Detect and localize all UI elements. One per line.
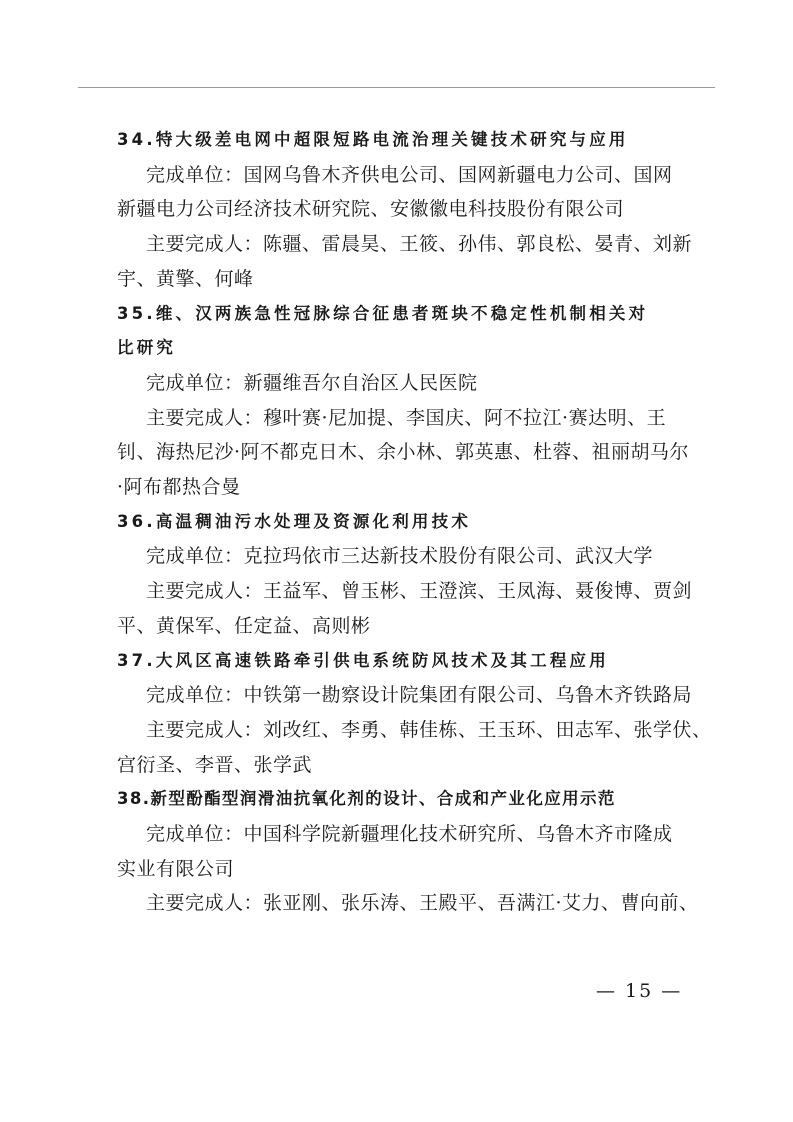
completion-unit-cont: 实业有限公司 — [117, 857, 235, 880]
award-title: 37.大风区高速铁路牵引供电系统防风技术及其工程应用 — [117, 650, 609, 670]
main-contributors: 主要完成人：陈疆、雷晨昊、王筱、孙伟、郭良松、晏青、刘新 — [146, 233, 693, 256]
award-item-34 — [117, 123, 699, 297]
award-title-cont: 比研究 — [117, 338, 177, 358]
completion-unit: 完成单位：中国科学院新疆理化技术研究所、乌鲁木齐市隆成 — [146, 823, 673, 846]
main-contributors: 主要完成人：穆叶赛·尼加提、李国庆、阿不拉江·赛达明、王 — [146, 406, 667, 429]
award-item-35 — [117, 297, 699, 505]
header-rule — [78, 87, 715, 88]
page-number: — 15 — — [596, 980, 683, 1002]
award-title: 38.新型酚酯型润滑油抗氧化剂的设计、合成和产业化应用示范 — [117, 789, 616, 809]
completion-unit-cont: 新疆电力公司经济技术研究院、安徽徽电科技股份有限公司 — [117, 198, 625, 221]
award-item-38 — [117, 782, 699, 921]
completion-unit: 完成单位：中铁第一勘察设计院集团有限公司、乌鲁木齐铁路局 — [146, 684, 693, 707]
main-contributors-cont: 平、黄保军、任定益、高则彬 — [117, 614, 371, 637]
main-contributors-cont: 宇、黄擎、何峰 — [117, 267, 254, 290]
main-contributors-cont: 宫衍圣、李晋、张学武 — [117, 753, 313, 776]
completion-unit: 完成单位：新疆维吾尔自治区人民医院 — [146, 371, 478, 394]
main-contributors: 主要完成人：刘改红、李勇、韩佳栋、王玉环、田志军、张学伏、 — [146, 718, 712, 741]
completion-unit: 完成单位：国网乌鲁木齐供电公司、国网新疆电力公司、国网 — [146, 163, 673, 186]
award-item-37 — [117, 644, 712, 783]
main-contributors: 主要完成人：王益军、曾玉彬、王澄滨、王凤海、聂俊博、贾剑 — [146, 580, 693, 603]
award-title: 34.特大级差电网中超限短路电流治理关键技术研究与应用 — [117, 130, 629, 149]
award-title: 36.高温稠油污水处理及资源化利用技术 — [117, 511, 472, 531]
main-contributors: 主要完成人：张亚刚、张乐涛、王殿平、吾满江·艾力、曹向前、 — [146, 892, 699, 915]
award-item-36 — [117, 505, 699, 644]
document-body — [117, 123, 712, 921]
award-title: 35.维、汉两族急性冠脉综合征患者斑块不稳定性机制相关对 — [117, 303, 649, 323]
main-contributors-cont: 钊、海热尼沙·阿不都克日木、余小林、郭英惠、杜蓉、祖丽胡马尔 — [117, 441, 690, 464]
main-contributors-cont: ·阿布都热合曼 — [117, 476, 241, 499]
completion-unit: 完成单位：克拉玛依市三达新技术股份有限公司、武汉大学 — [146, 545, 654, 568]
